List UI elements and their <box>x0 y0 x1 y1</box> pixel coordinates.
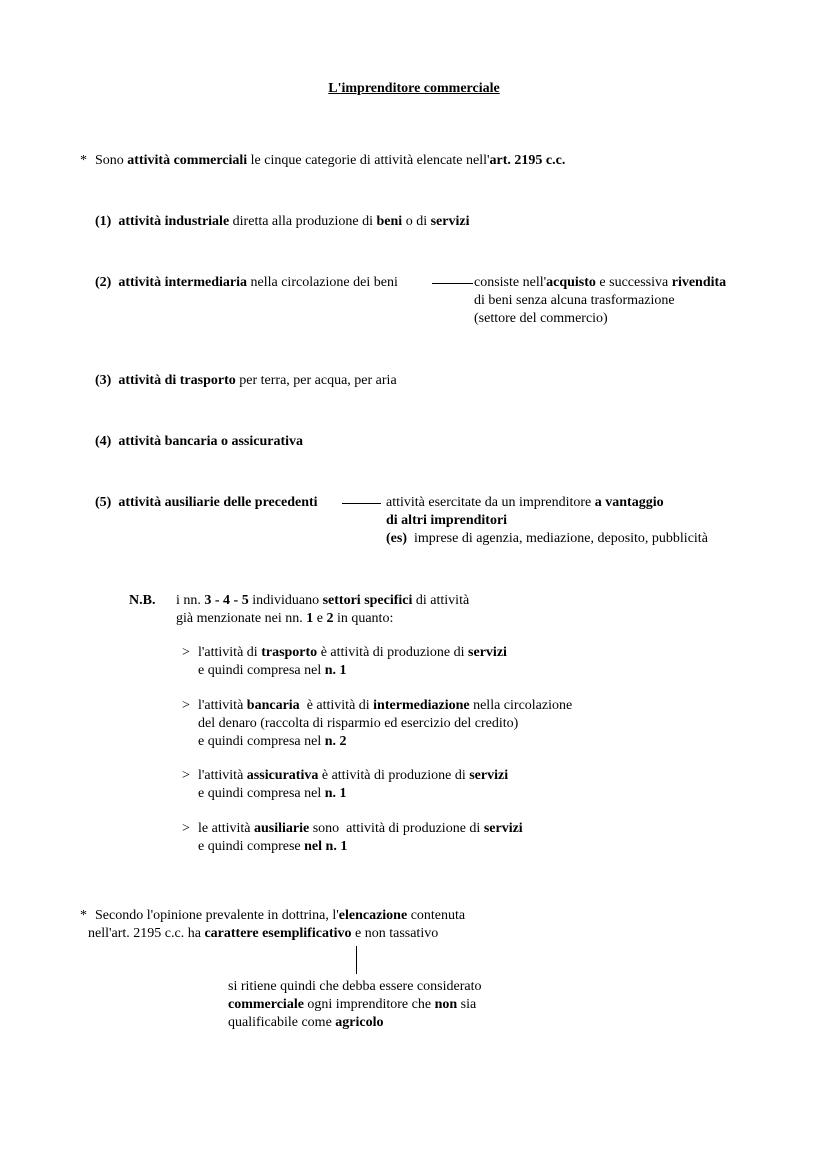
category-number: (1) <box>95 214 112 229</box>
nb-item-2-line2: del denaro (raccolta di risparmio ed esercizio del credito) <box>198 716 519 731</box>
conclusion-line3: qualificabile come agricolo <box>228 1015 384 1030</box>
conclusion-line1: si ritiene quindi che debba essere considerato <box>228 979 482 994</box>
connector-line-vertical <box>356 946 357 974</box>
category-number: (3) <box>95 373 112 388</box>
category-2-desc-line3: (settore del commercio) <box>474 311 608 326</box>
nb-item-1-line1: l'attività di trasporto è attività di produzione di servizi <box>198 645 507 660</box>
nb-item-2-line3: e quindi compresa nel n. 2 <box>198 734 347 749</box>
category-5: (5) attività ausiliarie delle precedenti <box>95 495 318 510</box>
second-line1: Secondo l'opinione prevalente in dottrina, l'elencazione contenuta <box>95 908 466 923</box>
nb-item-marker: > <box>182 645 190 660</box>
category-2-desc-line2: di beni senza alcuna trasformazione <box>474 293 675 308</box>
nb-item-3-line2: e quindi compresa nel n. 1 <box>198 786 347 801</box>
nb-item-marker: > <box>182 821 190 836</box>
intro-text: Sono attività commerciali le cinque categorie di attività elencate nell'art. 2195 c.c. <box>95 153 566 168</box>
nb-line2: già menzionate nei nn. 1 e 2 in quanto: <box>176 611 394 626</box>
category-2-desc-line1: consiste nell'acquisto e successiva rivendita <box>474 275 727 290</box>
conclusion-line2: commerciale ogni imprenditore che non sia <box>228 997 477 1012</box>
category-5-desc-line2: di altri imprenditori <box>386 513 508 528</box>
nb-item-3-line1: l'attività assicurativa è attività di produzione di servizi <box>198 768 509 783</box>
category-number: (4) <box>95 434 112 449</box>
second-bullet: * <box>80 908 87 923</box>
category-4: (4) attività bancaria o assicurativa <box>95 434 304 449</box>
category-5-desc-line3: (es) imprese di agenzia, mediazione, deposito, pubblicità <box>386 531 708 546</box>
nb-item-1-line2: e quindi compresa nel n. 1 <box>198 663 347 678</box>
category-3: (3) attività di trasporto per terra, per acqua, per aria <box>95 373 397 388</box>
category-1: (1) attività industriale diretta alla produzione di beni o di servizi <box>95 214 470 229</box>
page-title: L'imprenditore commerciale <box>328 81 500 96</box>
nb-item-4-line2: e quindi comprese nel n. 1 <box>198 839 348 854</box>
connector-line <box>342 503 381 504</box>
nb-item-2-line1: l'attività bancaria è attività di intermediazione nella circolazione <box>198 698 573 713</box>
nb-line1: i nn. 3 - 4 - 5 individuano settori specifici di attività <box>176 593 470 608</box>
category-number: (2) <box>95 275 112 290</box>
intro-bullet: * <box>80 153 87 168</box>
nb-item-marker: > <box>182 768 190 783</box>
category-2: (2) attività intermediaria nella circolazione dei beni <box>95 275 398 290</box>
connector-line <box>432 283 473 284</box>
nb-item-marker: > <box>182 698 190 713</box>
nb-item-4-line1: le attività ausiliarie sono attività di produzione di servizi <box>198 821 523 836</box>
category-5-desc-line1: attività esercitate da un imprenditore a vantaggio <box>386 495 664 510</box>
category-number: (5) <box>95 495 112 510</box>
second-line2: nell'art. 2195 c.c. ha carattere esemplificativo e non tassativo <box>88 926 439 941</box>
nb-label: N.B. <box>129 593 156 608</box>
